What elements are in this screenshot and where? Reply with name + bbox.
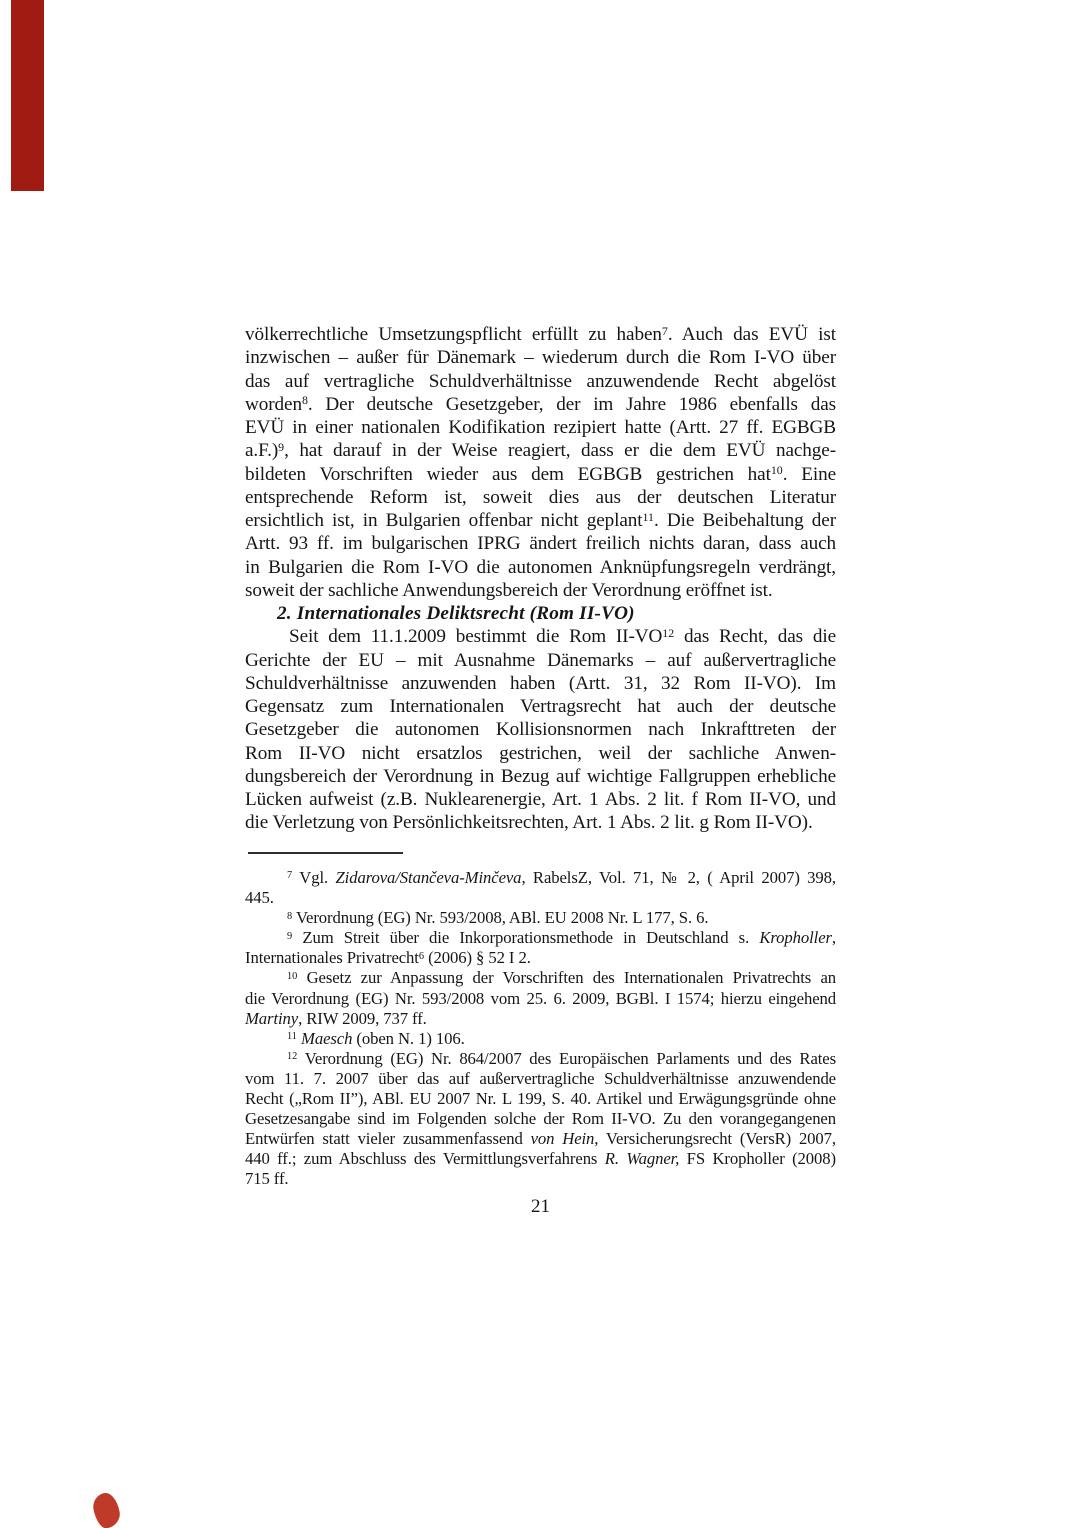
body-line: völkerrechtliche Umsetzungspflicht erfüllt zu haben$^7$. Auch das EVÜ ist	[245, 323, 836, 345]
body-line: a.F.)$^9$, hat darauf in der Weise reagiert, dass er die dem EVÜ nachge-	[245, 439, 836, 462]
footnote-line: Entwürfen statt vieler zusammenfassend von Hein, Versicherungsrecht (VersR) 2007,	[245, 1129, 836, 1149]
footnote-line: $^{11}$ Maesch (oben N. 1) 106.	[287, 1028, 465, 1048]
footnote-line: 440 ff.; zum Abschluss des Vermittlungsverfahrens R. Wagner, FS Kropholler (2008)	[245, 1149, 836, 1169]
body-line: dungsbereich der Verordnung in Bezug auf wichtige Fallgruppen erhebliche	[245, 765, 836, 787]
body-line: Lücken aufweist (z.B. Nuklearenergie, Art. 1 Abs. 2 lit. f Rom II-VO, und	[245, 789, 836, 810]
body-line: in Bulgarien die Rom I-VO die autonomen Anknüpfungsregeln verdrängt,	[245, 556, 836, 578]
section-heading: 2. Internationales Deliktsrecht (Rom II-VO)	[277, 603, 635, 624]
footnote-line: $^8$ Verordnung (EG) Nr. 593/2008, ABl. EU 2008 Nr. L 177, S. 6.	[287, 908, 709, 928]
body-line: bildeten Vorschriften wieder aus dem EGBGB gestrichen hat$^{10}$. Eine	[245, 463, 836, 485]
footnote-line: Recht („Rom II”), ABl. EU 2007 Nr. L 199, S. 40. Artikel und Erwägungsgründe ohne	[245, 1089, 836, 1109]
footnote-line: 715 ff.	[245, 1169, 289, 1189]
body-line: EVÜ in einer nationalen Kodifikation rezipiert hatte (Artt. 27 ff. EGBGB	[245, 417, 836, 438]
scan-artifact-red-bar	[11, 0, 44, 191]
scan-artifact-red-blot	[91, 1491, 123, 1528]
body-line: inzwischen – außer für Dänemark – wiederum durch die Rom I-VO über	[245, 347, 836, 369]
body-line: Gegensatz zum Internationalen Vertragsrecht hat auch der deutsche	[245, 696, 836, 717]
footnotes-block	[245, 868, 836, 1190]
body-line: Gesetzgeber die autonomen Kollisionsnormen nach Inkrafttreten der	[245, 719, 836, 741]
body-line: Seit dem 11.1.2009 bestimmt die Rom II-VO$^{12}$ das Recht, das die	[289, 625, 836, 648]
body-text-block	[245, 323, 836, 835]
footnote-line: vom 11. 7. 2007 über das auf außervertragliche Schuldverhältnisse anzuwendende	[245, 1068, 836, 1088]
body-line: ersichtlich ist, in Bulgarien offenbar nicht geplant$^{11}$. Die Beibehaltung der	[245, 509, 836, 531]
body-line: Artt. 93 ff. im bulgarischen IPRG ändert freilich nichts daran, dass auch	[245, 533, 836, 555]
footnote-line: die Verordnung (EG) Nr. 593/2008 vom 25. 6. 2009, BGBl. I 1574; hierzu eingehend	[245, 988, 836, 1008]
body-line: die Verletzung von Persönlichkeitsrechten, Art. 1 Abs. 2 lit. g Rom II-VO).	[245, 812, 813, 834]
body-line: Schuldverhältnisse anzuwenden haben (Artt. 31, 32 Rom II-VO). Im	[245, 672, 836, 694]
body-line: Rom II-VO nicht ersatzlos gestrichen, weil der sachliche Anwen-	[245, 742, 836, 764]
body-line: worden$^8$. Der deutsche Gesetzgeber, der im Jahre 1986 ebenfalls das	[245, 393, 836, 415]
footnote-separator	[248, 852, 403, 854]
page-number: 21	[531, 1196, 550, 1217]
body-line: Gerichte der EU – mit Ausnahme Dänemarks – auf außervertragliche	[245, 649, 836, 671]
footnote-line: $^7$ Vgl. Zidarova/Stančeva-Minčeva, RabelsZ, Vol. 71, № 2, ( April 2007) 398,	[287, 868, 836, 887]
body-line: entsprechende Reform ist, soweit dies aus der deutschen Literatur	[245, 486, 836, 508]
footnote-line: $^{10}$ Gesetz zur Anpassung der Vorschriften des Internationalen Privatrechts an	[287, 968, 836, 988]
footnote-line: $^9$ Zum Streit über die Inkorporationsmethode in Deutschland s. Kropholler,	[287, 928, 836, 948]
footnote-line: Martiny, RIW 2009, 737 ff.	[245, 1008, 427, 1028]
footnote-line: Internationales Privatrecht$^6$ (2006) § 52 I 2.	[245, 948, 531, 968]
footnote-line: $^{12}$ Verordnung (EG) Nr. 864/2007 des Europäischen Parlaments und des Rates	[287, 1048, 836, 1068]
body-line: das auf vertragliche Schuldverhältnisse anzuwendende Recht abgelöst	[245, 370, 836, 392]
footnote-line: Gesetzesangabe sind im Folgenden solche der Rom II-VO. Zu den vorangegangenen	[245, 1109, 836, 1129]
body-line: soweit der sachliche Anwendungsbereich der Verordnung eröffnet ist.	[245, 579, 773, 601]
footnote-line: 445.	[245, 888, 274, 908]
